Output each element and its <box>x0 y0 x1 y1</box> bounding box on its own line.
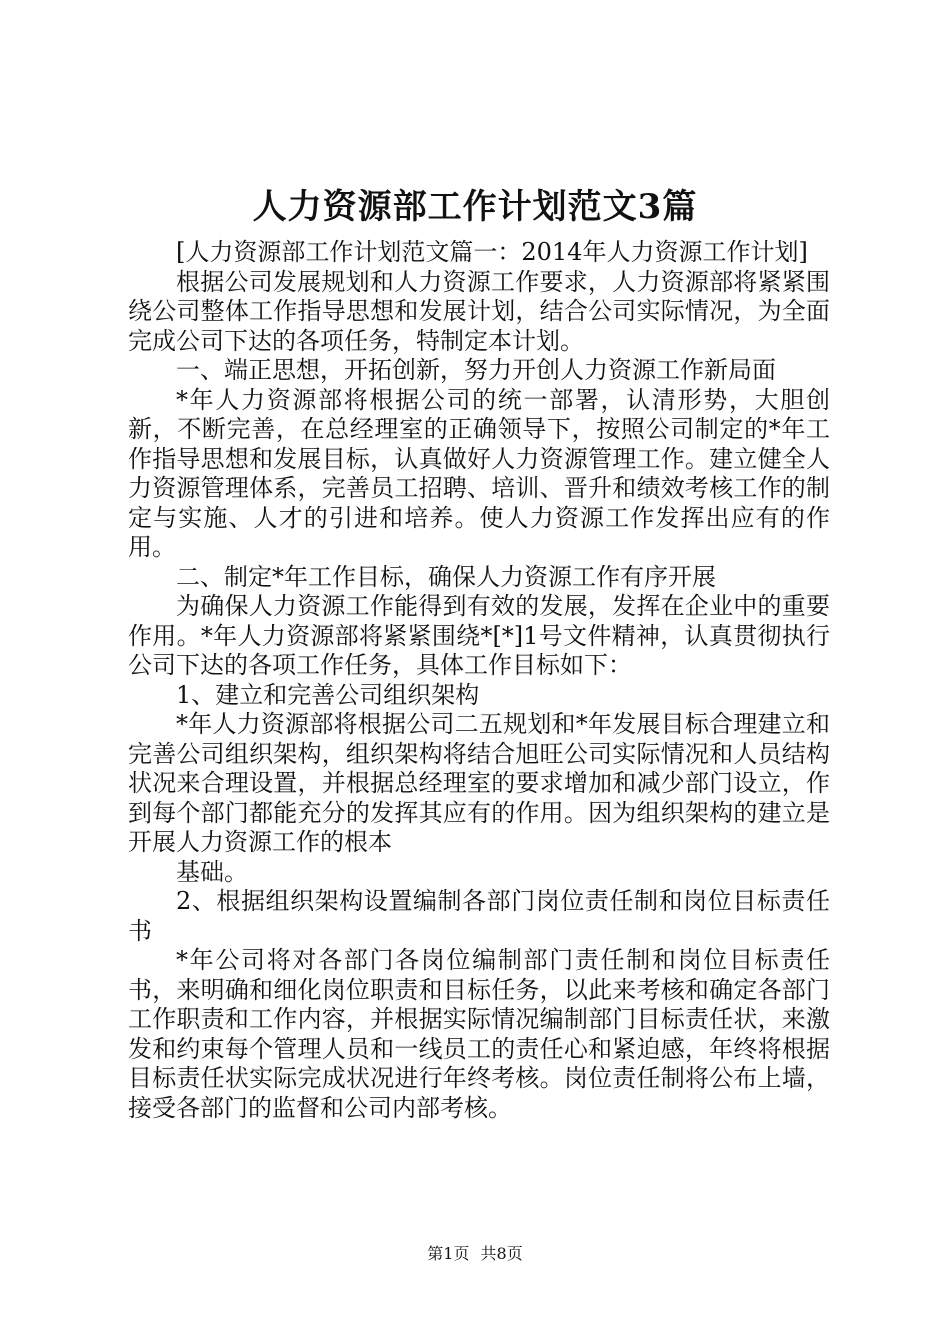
document-title: 人力资源部工作计划范文3篇 <box>252 187 698 227</box>
page-number: 第1页 <box>427 1244 470 1263</box>
paragraph-section-1: *年人力资源部将根据公司的统一部署，认清形势，大胆创新，不断完善，在总经理室的正确领导下，按照公司制定的*年工作指导思想和发展目标，认真做好人力资源管理工作。建立健全人力资源管理体系，完善员工招聘、培训、晋升和绩效考核工作的制定与实施、人才的引进和培养。使人力资源工作发挥出应有的作用。 <box>128 385 830 561</box>
section-heading-1: 一、端正思想，开拓创新，努力开创人力资源工作新局面 <box>176 356 776 384</box>
paragraph-subtitle: [人力资源部工作计划范文篇一：2014年人力资源工作计划] <box>176 238 808 266</box>
document-body <box>128 238 830 1123</box>
paragraph-section-2: 为确保人力资源工作能得到有效的发展，发挥在企业中的重要作用。*年人力资源部将紧紧围绕*[*]1号文件精神，认真贯彻执行公司下达的各项工作任务，具体工作目标如下： <box>128 592 830 679</box>
paragraph-intro: 根据公司发展规划和人力资源工作要求，人力资源部将紧紧围绕公司整体工作指导思想和发展计划，结合公司实际情况，为全面完成公司下达的各项任务，特制定本计划。 <box>128 267 830 355</box>
page-total: 共8页 <box>480 1244 523 1263</box>
paragraph-subsection-1: *年人力资源部将根据公司二五规划和*年发展目标合理建立和完善公司组织架构，组织架构将结合旭旺公司实际情况和人员结构状况来合理设置，并根据总经理室的要求增加和减少部门设立，作到每个部门都能充分的发挥其应有的作用。因为组织架构的建立是开展人力资源工作的根本 <box>128 710 830 856</box>
paragraph-subsection-1-tail: 基础。 <box>176 857 248 886</box>
subsection-heading-2: 2、根据组织架构设置编制各部门岗位责任制和岗位目标责任书 <box>128 887 830 945</box>
section-heading-2: 二、制定*年工作目标，确保人力资源工作有序开展 <box>176 562 716 591</box>
subsection-heading-1: 1、建立和完善公司组织架构 <box>176 680 480 709</box>
paragraph-subsection-2: *年公司将对各部门各岗位编制部门责任制和岗位目标责任书，来明确和细化岗位职责和目标任务，以此来考核和确定各部门工作职责和工作内容，并根据实际情况编制部门目标责任状，来激发和约束每个管理人员和一线员工的责任心和紧迫感，年终将根据目标责任状实际完成状况进行年终考核。岗位责任制将公布上墙，接受各部门的监督和公司内部考核。 <box>128 946 830 1122</box>
page-footer <box>0 1243 950 1265</box>
